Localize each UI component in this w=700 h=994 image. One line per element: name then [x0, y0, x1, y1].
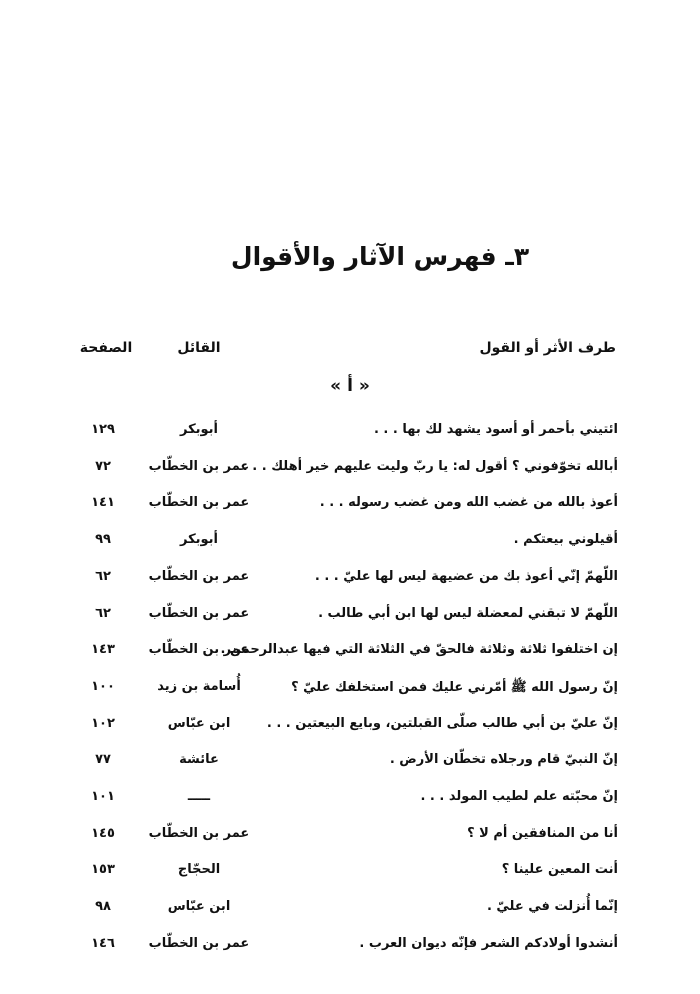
saying-text: ائتيني بأحمر أو أسود يشهد لك بها . . . [373, 422, 618, 437]
section-letter: « أ » [330, 376, 370, 396]
table-row [0, 569, 700, 593]
saying-text: إن اختلفوا ثلاثة وثلاثة فالحقّ في الثلاثة التي فيها عبدالرحمن . [220, 642, 618, 658]
saying-text: إنّ عليّ بن أبي طالب صلّى القبلتين، وبايع البيعتين . . . [266, 715, 618, 731]
sayer-text: ابن عبّاس [167, 715, 231, 731]
sayer-text: أبوبكر [179, 422, 219, 437]
page-number: ٦٢ [95, 605, 111, 621]
header-sayer: القائل [177, 340, 221, 356]
saying-text: اللّهمّ إنّي أعوذ بك من عضيهة ليس لها عليّ . . . [314, 568, 618, 584]
table-row [0, 936, 700, 960]
saying-text: إنّما أُنزلت في عليّ . [486, 899, 618, 915]
saying-text: إنّ النبيّ قام ورجلاه تخطّان الأرض . [389, 752, 618, 768]
table-row [0, 679, 700, 703]
table-row [0, 826, 700, 850]
sayer-text: عمر بن الخطّاب [148, 825, 250, 841]
saying-text: أعوذ بالله من غضب الله ومن غضب رسوله . . . [319, 495, 618, 511]
table-row [0, 532, 700, 556]
sayer-text: ـــــ [187, 789, 211, 804]
sayer-text: ابن عبّاس [167, 899, 231, 915]
sayer-text: عمر بن الخطّاب [148, 568, 250, 584]
header-saying: طرف الأثر أو القول [479, 340, 616, 356]
page-number: ١٥٣ [91, 862, 115, 878]
sayer-text: أُسامة بن زيد [157, 678, 241, 694]
page-number: ١٤٦ [91, 935, 115, 951]
table-row [0, 789, 700, 813]
sayer-text: عمر بن الخطّاب [148, 458, 250, 474]
table-row [0, 606, 700, 630]
table-row [0, 459, 700, 483]
saying-text: أقيلوني بيعتكم . [513, 532, 618, 548]
table-row [0, 495, 700, 519]
page-number: ٩٨ [95, 899, 111, 915]
sayer-text: أبوبكر [179, 532, 219, 548]
table-row [0, 899, 700, 923]
saying-text: أنت المعين علينا ؟ [501, 862, 618, 878]
sayer-text: عائشة [179, 752, 219, 768]
page-number: ١٠٠ [91, 678, 115, 694]
table-row [0, 752, 700, 776]
page-number: ١٢٩ [91, 422, 115, 437]
page-number: ١٤١ [91, 495, 115, 511]
page-number: ١٤٣ [91, 642, 115, 658]
table-row [0, 862, 700, 886]
sayer-text: عمر بن الخطّاب [148, 642, 250, 658]
sayer-text: عمر بن الخطّاب [148, 935, 250, 951]
sayer-text: عمر بن الخطّاب [148, 605, 250, 621]
page-title: ٣ـ فهرس الآثار والأقوال [230, 242, 530, 271]
saying-text: أبالله تخوّفوني ؟ أقول له: يا ربّ وليت عليهم خير أهلك . . . [242, 458, 618, 474]
page-number: ١٠٢ [91, 715, 115, 731]
header-page: الصفحة [79, 340, 133, 356]
page-number: ٧٧ [95, 752, 111, 768]
page-number: ١٤٥ [91, 825, 115, 841]
table-row [0, 422, 700, 446]
page-number: ١٠١ [91, 789, 115, 804]
table-row [0, 716, 700, 740]
page-number: ٦٢ [95, 568, 111, 584]
page-number: ٩٩ [95, 532, 111, 548]
saying-text: إنّ محبّته علم لطيب المولد . . . [420, 789, 618, 804]
table-row [0, 642, 700, 666]
saying-text: اللّهمّ لا تبقني لمعضلة ليس لها ابن أبي طالب . [318, 605, 618, 621]
saying-text: أنا من المنافقين أم لا ؟ [467, 825, 618, 841]
saying-text: أنشدوا أولادكم الشعر فإنّه ديوان العرب . [359, 935, 618, 951]
saying-text: إنّ رسول الله ﷺ أمّرني عليك فمن استخلفك عليّ ؟ [291, 679, 618, 695]
page-number: ٧٢ [95, 458, 111, 474]
sayer-text: الحجّاج [177, 862, 221, 878]
sayer-text: عمر بن الخطّاب [148, 495, 250, 511]
